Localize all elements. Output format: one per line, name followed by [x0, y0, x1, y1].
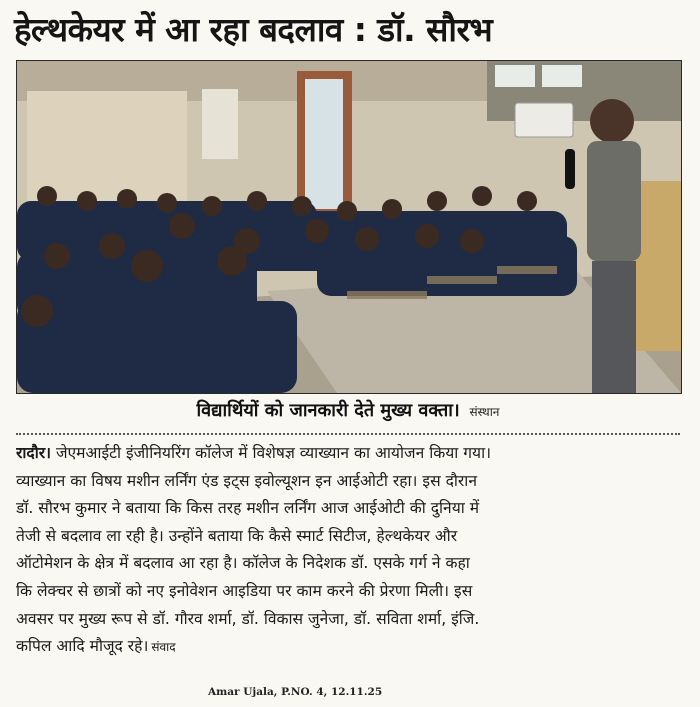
article-line: अवसर पर मुख्य रूप से डॉ. गौरव शर्मा, डॉ. विकास जुनेजा, डॉ. सविता शर्मा, इंजि. [16, 609, 480, 628]
byline: संवाद [151, 640, 176, 655]
article-body [16, 440, 680, 661]
dateline: रादौर। [16, 444, 52, 462]
article-line: व्याख्यान का विषय मशीन लर्निंग एंड इट्स इवोल्यूशन इन आईओटी रहा। इस दौरान [16, 471, 477, 490]
article-line-text: कपिल आदि मौजूद रहे। [16, 637, 149, 656]
photo-credit: संस्थान [469, 405, 500, 419]
classroom-photo-illustration [17, 61, 681, 393]
article-line: ऑटोमेशन के क्षेत्र में बदलाव आ रहा है। कॉलेज के निदेशक डॉ. एसके गर्ग ने कहा [16, 554, 470, 573]
dotted-divider [16, 433, 680, 435]
news-photo [16, 60, 682, 394]
article-line-text: जेएमआईटी इंजीनियरिंग कॉलेज में विशेषज्ञ व्याख्यान का आयोजन किया गया। [51, 444, 492, 462]
article-line: डॉ. सौरभ कुमार ने बताया कि किस तरह मशीन लर्निंग आज आईओटी की दुनिया में [16, 499, 480, 518]
headline: हेल्थकेयर में आ रहा बदलाव : डॉ. सौरभ [14, 10, 493, 49]
article-line: तेजी से बदलाव ला रही है। उन्होंने बताया कि कैसे स्मार्ट सिटीज, हेल्थकेयर और [16, 526, 458, 545]
caption-text: विद्यार्थियों को जानकारी देते मुख्य वक्ता। [196, 400, 460, 421]
photo-caption [16, 396, 680, 426]
article-line [16, 633, 680, 661]
article-line: कि लेक्चर से छात्रों को नए इनोवेशन आइडिया पर काम करने की प्रेरणा मिली। इस [16, 581, 473, 600]
article-line [16, 440, 680, 468]
source-citation: Amar Ujala, P.NO. 4, 12.11.25 [208, 686, 383, 698]
